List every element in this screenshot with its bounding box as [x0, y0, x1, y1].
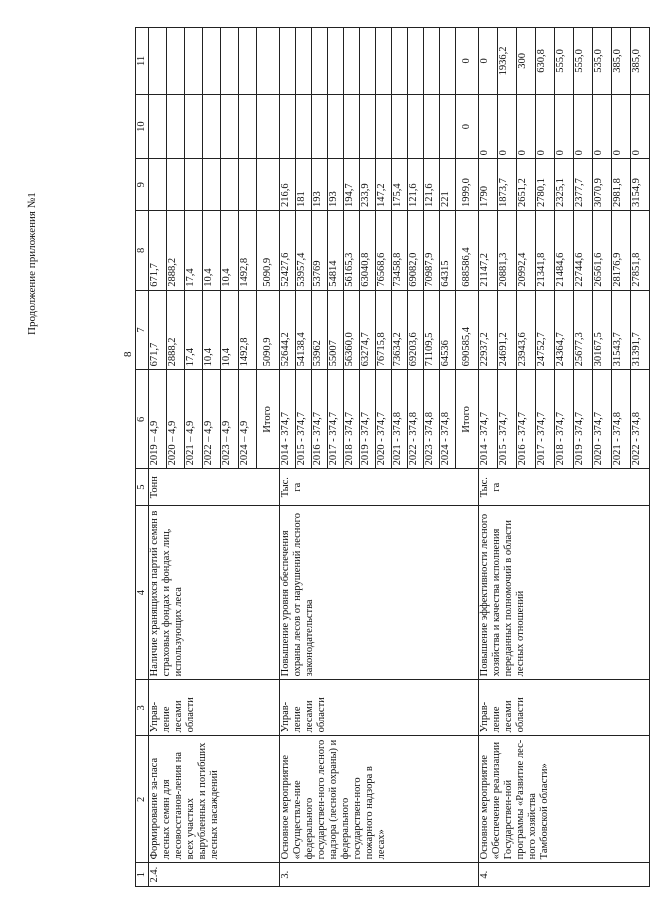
column-number-8: 8 [136, 211, 149, 291]
regional-funding: 1873,7 [498, 159, 517, 211]
page-number: 8 [122, 351, 134, 357]
other-funding [408, 28, 424, 95]
budget-funding: 28176,9 [612, 211, 631, 291]
regional-funding: 181 [296, 159, 312, 211]
period-value: 2023 - 374,8 [424, 370, 440, 469]
regional-funding: 2651,2 [517, 159, 536, 211]
local-funding [344, 94, 360, 159]
regional-funding: 2981,8 [612, 159, 631, 211]
total-funding: 671,7 [149, 290, 167, 370]
total-funding: 76715,8 [376, 290, 392, 370]
period-value: 2022 – 4,9 [203, 370, 221, 469]
local-funding [280, 94, 296, 159]
period-value: 2024 – 4,9 [239, 370, 257, 469]
other-funding [296, 28, 312, 95]
period-value: 2020 – 4,9 [167, 370, 185, 469]
local-funding: 0 [479, 94, 498, 159]
regional-funding: 2377,7 [574, 159, 593, 211]
local-funding [360, 94, 376, 159]
regional-funding: 194,7 [344, 159, 360, 211]
total-funding: 31543,7 [612, 290, 631, 370]
other-funding [376, 28, 392, 95]
total-funding: 1492,8 [239, 290, 257, 370]
section-number: 3. [280, 863, 479, 887]
other-funding [360, 28, 376, 95]
local-funding [440, 94, 456, 159]
period-value: 2018 - 374,7 [555, 370, 574, 469]
unit: Тонн [149, 469, 280, 506]
other-funding [344, 28, 360, 95]
regional-funding: 121,6 [408, 159, 424, 211]
period-value: 2022 - 374,8 [408, 370, 424, 469]
total-funding: 63274,7 [360, 290, 376, 370]
budget-funding: 21147,2 [479, 211, 498, 291]
table-row [149, 28, 167, 887]
total-funding: 690585,4 [456, 290, 479, 370]
local-funding [424, 94, 440, 159]
unit: Тыс. га [280, 469, 479, 506]
local-funding [312, 94, 328, 159]
period-value: 2019 - 374,7 [360, 370, 376, 469]
other-funding: 1936,2 [498, 28, 517, 95]
budget-funding: 688586,4 [456, 211, 479, 291]
executor: Управ-ление лесами области [280, 680, 479, 736]
local-funding: 0 [517, 94, 536, 159]
period-value: 2019 – 4,9 [149, 370, 167, 469]
period-value: 2021 - 374,8 [392, 370, 408, 469]
program-table [135, 27, 650, 887]
budget-funding: 70987,9 [424, 211, 440, 291]
local-funding: 0 [555, 94, 574, 159]
budget-funding: 1492,8 [239, 211, 257, 291]
period-value: 2017 - 374,7 [536, 370, 555, 469]
budget-funding: 2888,2 [167, 211, 185, 291]
period-value: 2023 – 4,9 [221, 370, 239, 469]
other-funding: 300 [517, 28, 536, 95]
regional-funding [167, 159, 185, 211]
local-funding: 0 [612, 94, 631, 159]
total-funding: 10,4 [221, 290, 239, 370]
total-funding: 53962 [312, 290, 328, 370]
executor: Управ-ление лесами области [149, 680, 280, 736]
period-value: 2020 - 374,7 [376, 370, 392, 469]
other-funding [185, 28, 203, 95]
budget-funding: 54814 [328, 211, 344, 291]
local-funding: 0 [498, 94, 517, 159]
column-number-2: 2 [136, 736, 149, 863]
regional-funding: 193 [328, 159, 344, 211]
other-funding [149, 28, 167, 95]
other-funding [203, 28, 221, 95]
activity-name: Формирование за-паса лесных семян для лесовосстанов-ления на всех участках вырубленных и погибших лесных насаждений [149, 736, 280, 863]
total-funding: 25677,3 [574, 290, 593, 370]
activity-name: Основное мероприятие «Обеспечение реализации Государствен-ной программы «Развитие лес-ного хозяйства Тамбовской области» [479, 736, 650, 863]
period-value: 2014 - 374,7 [280, 370, 296, 469]
total-funding: 71109,5 [424, 290, 440, 370]
total-funding: 52644,2 [280, 290, 296, 370]
column-number-row [136, 28, 149, 887]
continuation-note: Продолжение приложения №1 [26, 192, 38, 335]
regional-funding [257, 159, 280, 211]
section-number: 2.4. [149, 863, 280, 887]
total-label: Итого [456, 370, 479, 469]
expected-result: Повышение эффективности лесного хозяйства и качества исполнения переданных полномочий в области лесных отношений [479, 505, 650, 679]
column-number-10: 10 [136, 94, 149, 159]
other-funding: 385,0 [612, 28, 631, 95]
local-funding [408, 94, 424, 159]
local-funding [392, 94, 408, 159]
total-label: Итого [257, 370, 280, 469]
budget-funding: 21484,6 [555, 211, 574, 291]
period-value: 2014 - 374,7 [479, 370, 498, 469]
regional-funding: 147,2 [376, 159, 392, 211]
regional-funding: 1999,0 [456, 159, 479, 211]
local-funding [257, 94, 280, 159]
other-funding: 555,0 [574, 28, 593, 95]
regional-funding: 221 [440, 159, 456, 211]
budget-funding: 53957,4 [296, 211, 312, 291]
regional-funding: 2325,1 [555, 159, 574, 211]
total-funding: 24752,7 [536, 290, 555, 370]
regional-funding [149, 159, 167, 211]
period-value: 2020 - 374,7 [593, 370, 612, 469]
total-funding: 24364,7 [555, 290, 574, 370]
total-funding: 10,4 [203, 290, 221, 370]
total-funding: 54138,4 [296, 290, 312, 370]
other-funding [257, 28, 280, 95]
other-funding [167, 28, 185, 95]
unit: Тыс. га [479, 469, 650, 506]
budget-funding: 17,4 [185, 211, 203, 291]
activity-name: Основное мероприятие «Осуществле-ние федерального государствен-ного лесного надзора (лесной охраны) и федерального государствен-ного пожарного надзора в лесах» [280, 736, 479, 863]
budget-funding: 20992,4 [517, 211, 536, 291]
other-funding: 535,0 [593, 28, 612, 95]
other-funding [440, 28, 456, 95]
period-value: 2022 - 374,8 [631, 370, 650, 469]
column-number-4: 4 [136, 505, 149, 679]
regional-funding: 2780,1 [536, 159, 555, 211]
other-funding: 555,0 [555, 28, 574, 95]
column-number-3: 3 [136, 680, 149, 736]
budget-funding: 63040,8 [360, 211, 376, 291]
regional-funding: 3070,9 [593, 159, 612, 211]
local-funding: 0 [574, 94, 593, 159]
local-funding [185, 94, 203, 159]
budget-funding: 76568,6 [376, 211, 392, 291]
budget-funding: 26561,6 [593, 211, 612, 291]
other-funding: 385,0 [631, 28, 650, 95]
regional-funding: 193 [312, 159, 328, 211]
local-funding [328, 94, 344, 159]
period-value: 2016 - 374,7 [517, 370, 536, 469]
budget-funding: 22744,6 [574, 211, 593, 291]
total-funding: 23943,6 [517, 290, 536, 370]
total-funding: 73634,2 [392, 290, 408, 370]
period-value: 2021 - 374,8 [612, 370, 631, 469]
local-funding [149, 94, 167, 159]
period-value: 2021 – 4,9 [185, 370, 203, 469]
other-funding: 0 [456, 28, 479, 95]
column-number-5: 5 [136, 469, 149, 506]
regional-funding: 3154,9 [631, 159, 650, 211]
table-row [280, 28, 296, 887]
budget-funding: 27851,8 [631, 211, 650, 291]
regional-funding: 175,4 [392, 159, 408, 211]
local-funding [221, 94, 239, 159]
period-value: 2019 - 374,7 [574, 370, 593, 469]
budget-funding: 52427,6 [280, 211, 296, 291]
column-number-1: 1 [136, 863, 149, 887]
budget-funding: 10,4 [203, 211, 221, 291]
column-number-6: 6 [136, 370, 149, 469]
budget-funding: 21341,8 [536, 211, 555, 291]
budget-funding: 64315 [440, 211, 456, 291]
local-funding [167, 94, 185, 159]
other-funding [328, 28, 344, 95]
budget-funding: 10,4 [221, 211, 239, 291]
budget-funding: 56165,3 [344, 211, 360, 291]
regional-funding [239, 159, 257, 211]
local-funding [296, 94, 312, 159]
expected-result: Повышение уровня обеспечения охраны лесов от нарушений лесного законодательства [280, 505, 479, 679]
period-value: 2015 - 374,7 [498, 370, 517, 469]
total-funding: 55007 [328, 290, 344, 370]
regional-funding [221, 159, 239, 211]
local-funding: 0 [456, 94, 479, 159]
total-funding: 31391,7 [631, 290, 650, 370]
column-number-7: 7 [136, 290, 149, 370]
total-funding: 22937,2 [479, 290, 498, 370]
local-funding [376, 94, 392, 159]
budget-funding: 53769 [312, 211, 328, 291]
section-number: 4. [479, 863, 650, 887]
column-number-11: 11 [136, 28, 149, 95]
budget-funding: 671,7 [149, 211, 167, 291]
period-value: 2016 - 374,7 [312, 370, 328, 469]
period-value: 2017 - 374,7 [328, 370, 344, 469]
budget-funding: 73458,8 [392, 211, 408, 291]
total-funding: 69203,6 [408, 290, 424, 370]
other-funding [312, 28, 328, 95]
total-funding: 5090,9 [257, 290, 280, 370]
table-row [479, 28, 498, 887]
local-funding: 0 [593, 94, 612, 159]
other-funding: 0 [479, 28, 498, 95]
expected-result: Наличие хранящихся партий семян в страховых фондах и фондах лиц, использующих леса [149, 505, 280, 679]
executor: Управ-ление лесами области [479, 680, 650, 736]
other-funding [221, 28, 239, 95]
regional-funding [203, 159, 221, 211]
local-funding [203, 94, 221, 159]
local-funding: 0 [631, 94, 650, 159]
other-funding [239, 28, 257, 95]
column-number-9: 9 [136, 159, 149, 211]
regional-funding: 216,6 [280, 159, 296, 211]
budget-funding: 20881,3 [498, 211, 517, 291]
other-funding: 630,8 [536, 28, 555, 95]
period-value: 2018 - 374,7 [344, 370, 360, 469]
other-funding [392, 28, 408, 95]
local-funding: 0 [536, 94, 555, 159]
total-funding: 64536 [440, 290, 456, 370]
period-value: 2015 - 374,7 [296, 370, 312, 469]
other-funding [280, 28, 296, 95]
other-funding [424, 28, 440, 95]
total-funding: 56360,0 [344, 290, 360, 370]
regional-funding: 1790 [479, 159, 498, 211]
total-funding: 2888,2 [167, 290, 185, 370]
period-value: 2024 - 374,8 [440, 370, 456, 469]
budget-funding: 5090,9 [257, 211, 280, 291]
regional-funding [185, 159, 203, 211]
total-funding: 24691,2 [498, 290, 517, 370]
regional-funding: 121,6 [424, 159, 440, 211]
local-funding [239, 94, 257, 159]
regional-funding: 233,9 [360, 159, 376, 211]
total-funding: 17,4 [185, 290, 203, 370]
budget-funding: 69082,0 [408, 211, 424, 291]
total-funding: 30167,5 [593, 290, 612, 370]
